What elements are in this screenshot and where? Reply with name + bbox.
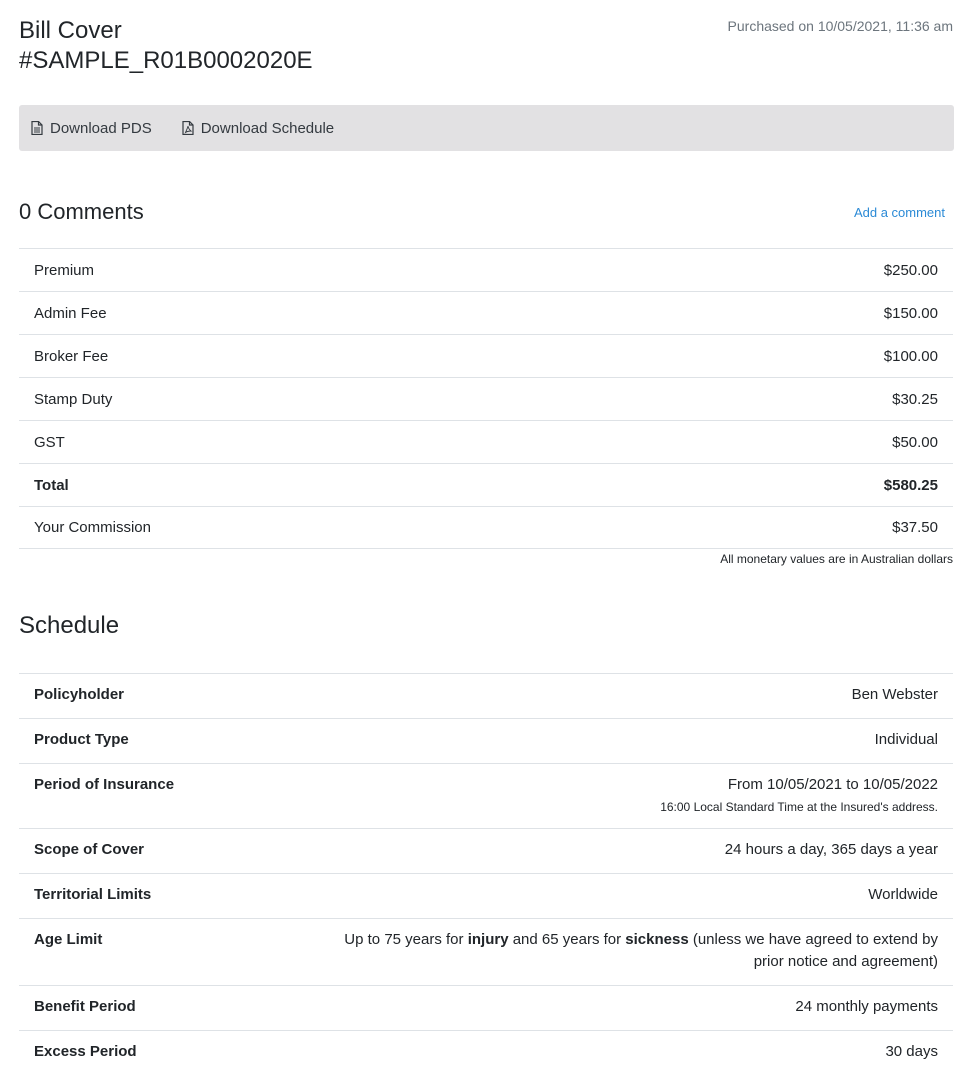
period-time-note: 16:00 Local Standard Time at the Insured's address. xyxy=(660,800,938,814)
fee-label: GST xyxy=(34,433,65,451)
age-limit-text: Up to 75 years for xyxy=(344,931,468,948)
fee-label: Broker Fee xyxy=(34,347,109,365)
policy-page xyxy=(19,0,953,1060)
schedule-row-excess-period xyxy=(19,1030,953,1067)
schedule-label: Excess Period xyxy=(34,1043,137,1060)
download-pds-label: Download PDS xyxy=(50,119,152,137)
schedule-table xyxy=(19,673,953,1067)
fee-value: $37.50 xyxy=(892,519,938,536)
schedule-value: Worldwide xyxy=(868,886,938,903)
schedule-value: Individual xyxy=(874,731,938,748)
fee-value: $150.00 xyxy=(883,304,938,322)
fee-label: Your Commission xyxy=(34,519,151,536)
schedule-label: Benefit Period xyxy=(34,998,136,1015)
period-dates: From 10/05/2021 to 10/05/2022 xyxy=(727,776,938,793)
fee-value: $580.25 xyxy=(883,476,938,494)
fee-label: Admin Fee xyxy=(34,304,107,322)
fee-label: Stamp Duty xyxy=(34,390,113,408)
schedule-value xyxy=(338,929,938,973)
download-schedule-button[interactable] xyxy=(182,120,334,137)
schedule-label: Period of Insurance xyxy=(34,776,175,793)
pdf-document-icon xyxy=(182,121,194,135)
schedule-value: 24 monthly payments xyxy=(795,998,938,1015)
purchase-date: Purchased on 10/05/2021, 11:36 am xyxy=(727,18,953,34)
fee-value: $30.25 xyxy=(892,390,938,408)
schedule-label: Territorial Limits xyxy=(34,886,152,903)
download-schedule-label: Download Schedule xyxy=(200,119,335,137)
document-toolbar xyxy=(19,105,954,151)
fee-value: $100.00 xyxy=(883,347,938,365)
currency-note: All monetary values are in Australian dollars xyxy=(720,552,953,566)
document-icon xyxy=(31,121,43,135)
schedule-row-territorial xyxy=(19,873,953,918)
schedule-row-policyholder xyxy=(19,673,953,718)
fee-row-stamp-duty xyxy=(19,377,953,420)
schedule-value: Ben Webster xyxy=(851,686,938,703)
schedule-row-benefit-period xyxy=(19,985,953,1030)
age-limit-text: (unless we have agreed to extend by prior notice and agreement) xyxy=(688,931,938,970)
comments-header xyxy=(19,196,945,228)
schedule-label: Policyholder xyxy=(34,686,125,703)
page-header xyxy=(19,0,953,100)
page-title xyxy=(19,16,313,76)
schedule-row-scope xyxy=(19,828,953,873)
comments-count-title: 0 Comments xyxy=(19,199,144,224)
fee-row-broker xyxy=(19,334,953,377)
fee-row-total xyxy=(19,463,953,506)
schedule-value: 30 days xyxy=(885,1043,938,1060)
download-pds-button[interactable] xyxy=(31,120,152,137)
policy-number: #SAMPLE_R01B0002020E xyxy=(19,47,313,74)
schedule-row-product-type xyxy=(19,718,953,763)
add-comment-link[interactable]: Add a comment xyxy=(853,204,945,220)
fee-value: $50.00 xyxy=(892,433,938,451)
age-limit-text: and 65 years for xyxy=(508,931,626,948)
age-limit-injury: injury xyxy=(467,931,509,948)
product-name: Bill Cover xyxy=(19,17,122,44)
schedule-value: 24 hours a day, 365 days a year xyxy=(724,841,938,858)
age-limit-sickness: sickness xyxy=(625,931,689,948)
schedule-label: Product Type xyxy=(34,731,129,748)
fee-row-admin xyxy=(19,291,953,334)
schedule-row-period xyxy=(19,763,953,828)
fee-row-premium xyxy=(19,248,953,291)
schedule-label: Age Limit xyxy=(34,931,103,948)
schedule-row-age-limit xyxy=(19,918,953,985)
fee-row-commission xyxy=(19,506,953,549)
fees-table xyxy=(19,248,953,549)
fee-row-gst xyxy=(19,420,953,463)
schedule-value xyxy=(660,774,938,816)
fee-label: Premium xyxy=(34,261,95,279)
fee-value: $250.00 xyxy=(883,261,938,279)
schedule-label: Scope of Cover xyxy=(34,841,145,858)
fee-label: Total xyxy=(34,476,69,494)
schedule-title: Schedule xyxy=(19,612,120,639)
